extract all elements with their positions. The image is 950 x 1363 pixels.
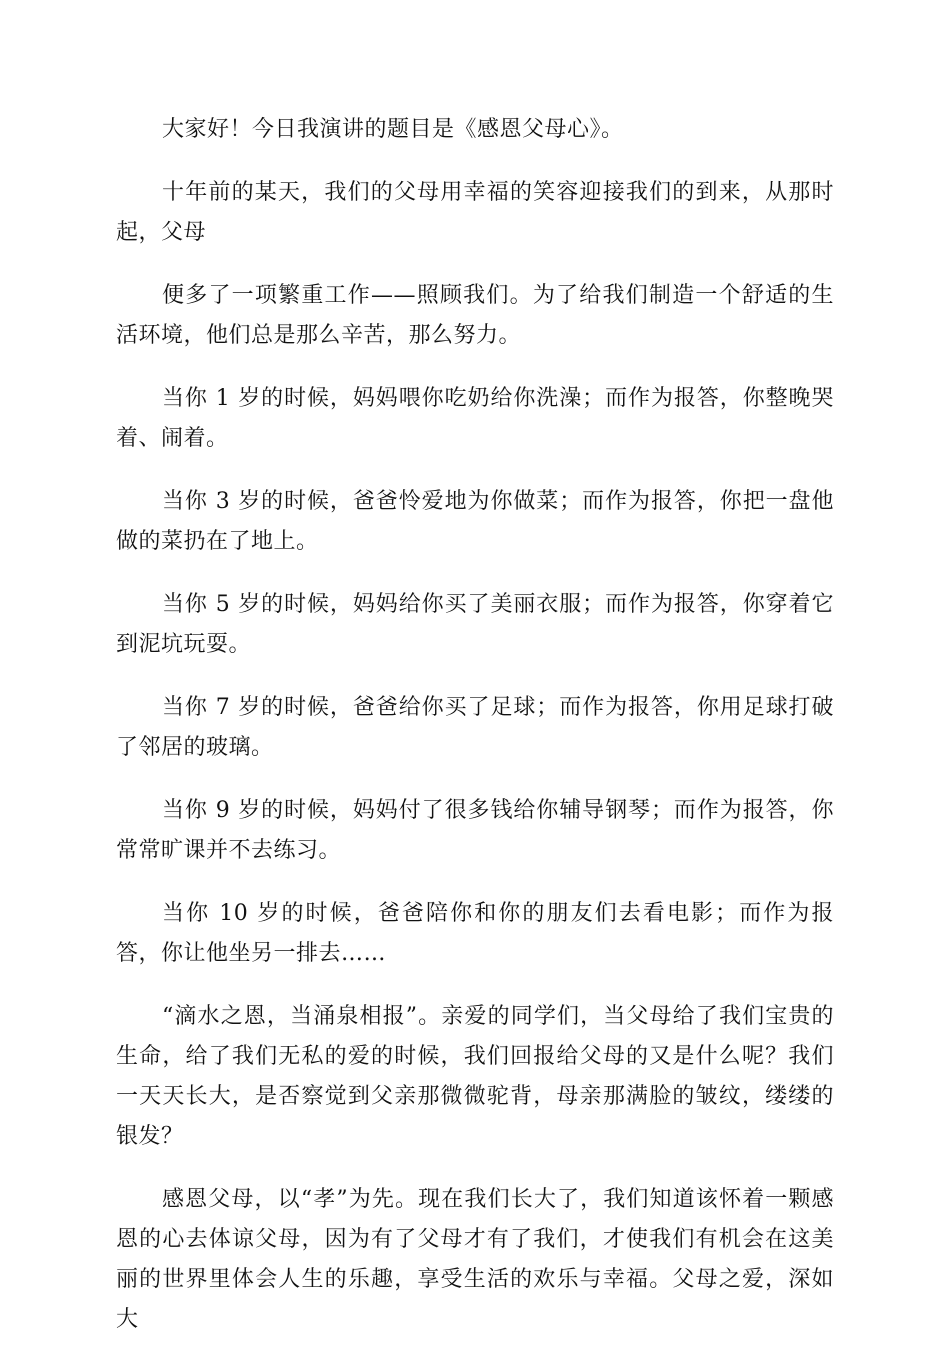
- paragraph-ten-years-ago: 十年前的某天，我们的父母用幸福的笑容迎接我们的到来，从那时起，父母: [116, 180, 834, 245]
- paragraph-age-10: 当你 10 岁的时候，爸爸陪你和你的朋友们去看电影；而作为报答，你让他坐另一排去……: [116, 901, 834, 966]
- paragraph-age-9: 当你 9 岁的时候，妈妈付了很多钱给你辅导钢琴；而作为报答，你常常旷课并不去练习。: [116, 798, 834, 863]
- paragraph-gratitude-question: “滴水之恩，当涌泉相报”。亲爱的同学们，当父母给了我们宝贵的生命，给了我们无私的爱的时候，我们回报给父母的又是什么呢？我们一天天长大，是否察觉到父亲那微微驼背，母亲那满脸的皱纹，缕缕的银发？: [116, 1004, 834, 1149]
- paragraph-age-5: 当你 5 岁的时候，妈妈给你买了美丽衣服；而作为报答，你穿着它到泥坑玩耍。: [116, 592, 834, 657]
- paragraph-age-1: 当你 1 岁的时候，妈妈喂你吃奶给你洗澡；而作为报答，你整晚哭着、闹着。: [116, 386, 834, 451]
- paragraph-greeting: 大家好！今日我演讲的题目是《感恩父母心》。: [162, 117, 624, 142]
- document-body: [116, 110, 834, 1363]
- paragraph-care-work: 便多了一项繁重工作——照顾我们。为了给我们制造一个舒适的生活环境，他们总是那么辛苦，那么努力。: [116, 283, 834, 348]
- paragraph-filial-piety: 感恩父母，以“孝”为先。现在我们长大了，我们知道该怀着一颗感恩的心去体谅父母，因为有了父母才有了我们，才使我们有机会在这美丽的世界里体会人生的乐趣，享受生活的欢乐与幸福。父母之爱，深如大: [116, 1187, 834, 1332]
- paragraph-age-7: 当你 7 岁的时候，爸爸给你买了足球；而作为报答，你用足球打破了邻居的玻璃。: [116, 695, 834, 760]
- paragraph-age-3: 当你 3 岁的时候，爸爸怜爱地为你做菜；而作为报答，你把一盘他做的菜扔在了地上。: [116, 489, 834, 554]
